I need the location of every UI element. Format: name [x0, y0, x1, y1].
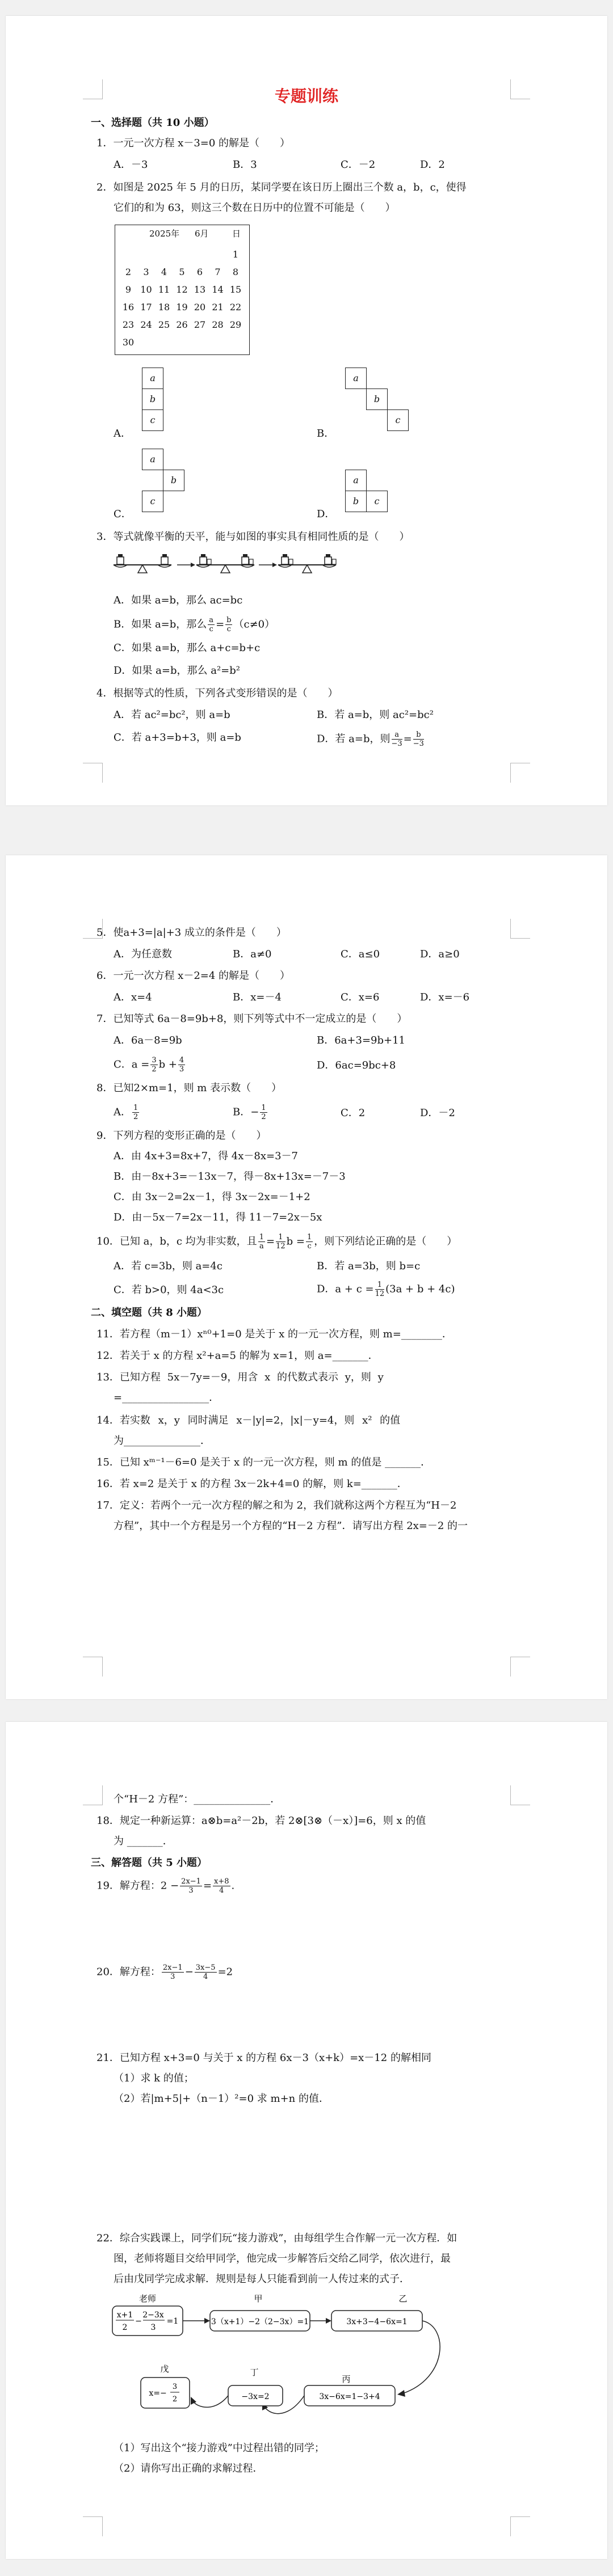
question-text: 20．解方程：: [96, 1966, 161, 1978]
crop-mark: [83, 1657, 103, 1676]
label-bing: 丙: [342, 2374, 351, 2384]
section-heading: 一、选择题（共 10 小题）: [91, 117, 215, 129]
option-b: B．6a+3=9b+11: [317, 1034, 405, 1046]
page-1: [6, 16, 607, 805]
numerator: 2x−1: [181, 1877, 201, 1886]
fraction: [213, 1877, 230, 1895]
condition: （c≠0）: [233, 618, 275, 631]
crop-mark: [510, 1657, 530, 1676]
minus-sign: −: [184, 1966, 194, 1978]
denominator: 4: [219, 1886, 224, 1895]
equals-one: =1: [166, 2317, 179, 2326]
option-b: B．x=－4: [233, 991, 282, 1003]
option-d: [317, 730, 425, 748]
option-d: D．x=－6: [420, 991, 470, 1003]
calendar-day: 12: [176, 284, 188, 295]
fraction: [132, 1104, 139, 1121]
question-2: 2．如图是 2025 年 5 月的日历，某同学要在该日历上圈出三个数 a，b，c，使得: [96, 181, 467, 193]
option-d: D．如果 a=b，那么 a²=b²: [114, 665, 240, 677]
option-b: B．: [317, 428, 335, 440]
fraction: [150, 1056, 157, 1074]
numerator: 2x−1: [162, 1963, 183, 1972]
numerator: x+1: [116, 2311, 133, 2320]
option-c: C．若 a+3=b+3，则 a=b: [114, 732, 241, 744]
calendar-day-label: 日: [232, 229, 241, 239]
denominator: 12: [276, 1242, 285, 1251]
option-c: C．若 b>0，则 4a<3c: [114, 1284, 224, 1296]
calendar-day: 9: [125, 284, 132, 295]
denominator: 2: [122, 2323, 128, 2332]
option-a: A．若 c=3b，则 a=4c: [114, 1260, 222, 1272]
denominator: −3: [391, 740, 402, 748]
equals-sign: =: [266, 1235, 275, 1248]
option-d: D．由－5x－7=2x－11，得 11－7=2x－5x: [114, 1211, 322, 1223]
option-b: B．若 a=3b，则 b=c: [317, 1260, 421, 1272]
cell-b: b: [345, 491, 367, 512]
crop-mark: [510, 2516, 530, 2536]
denominator: 2: [152, 1065, 157, 1074]
page-title: 专题训练: [274, 87, 338, 105]
calendar-day: 21: [212, 302, 224, 313]
question-14: 14．若实数 x，y 同时满足 x－|y|=2，|x|－y=4，则 x² 的值: [96, 1414, 401, 1426]
question-22-cont: 图，老师将题目交给甲同学，他完成一步解答后交给乙同学，依次进行，最: [114, 2253, 451, 2265]
calendar-day: 24: [140, 319, 152, 330]
denominator: 3: [150, 2323, 156, 2332]
expression: =2: [217, 1966, 233, 1978]
numerator: 4: [179, 1056, 184, 1065]
option-c: C．: [114, 508, 132, 520]
fraction: [306, 1233, 313, 1251]
option-d: D．: [317, 508, 335, 520]
wu-expression: x=−: [149, 2389, 167, 2398]
label-yi: 乙: [398, 2294, 408, 2304]
question-5: 5．使a+3=|a|+3 成立的条件是（ ）: [96, 927, 287, 939]
fraction: [413, 730, 424, 748]
question-17: 17．定义：若两个一元一次方程的解之和为 2，我们就称这两个方程互为“H－2: [96, 1500, 457, 1511]
question-text: ，则下列结论正确的是（ ）: [314, 1235, 457, 1248]
calendar-day: 20: [194, 302, 206, 313]
question-22-part-1: （1）写出这个“接力游戏”中过程出错的同学；: [114, 2442, 325, 2454]
option-a: A．若 ac²=bc²，则 a=b: [114, 709, 230, 721]
question-21-part-1: （1）求 k 的值；: [114, 2072, 194, 2084]
option-a: A．6a－8=9b: [114, 1034, 182, 1046]
numerator: 3x−5: [195, 1963, 216, 1972]
cell-a: a: [345, 470, 367, 491]
question-9: 9．下列方程的变形正确的是（ ）: [96, 1130, 267, 1142]
option-b: [233, 1104, 268, 1121]
fraction: [375, 1281, 385, 1298]
question-18-cont: 为 _______．: [114, 1835, 173, 1847]
option-c: C．a≤0: [341, 948, 380, 960]
balance-scale: [196, 554, 254, 573]
calendar-day: 4: [161, 267, 167, 277]
option-label: A．: [114, 1106, 131, 1118]
balance-scales-figure: [106, 549, 344, 585]
balance-scale: [278, 554, 336, 573]
question-13-cont: =_________________．: [114, 1392, 220, 1404]
calendar-day: 28: [212, 319, 224, 330]
fraction: [225, 616, 232, 634]
numerator: 3: [152, 1056, 157, 1065]
calendar-day: 30: [122, 337, 135, 348]
expression: b =: [286, 1235, 305, 1248]
section-heading: 二、填空题（共 8 小题）: [91, 1307, 208, 1319]
relay-diagram: [108, 2292, 460, 2429]
calendar-day: 7: [215, 267, 221, 277]
option-c: C．－2: [341, 159, 376, 171]
calendar-day: 29: [229, 319, 242, 330]
numerator: a: [209, 616, 214, 624]
option-c: [114, 1056, 186, 1074]
numerator: b: [413, 730, 424, 740]
option-d-text: D．a + c =: [317, 1283, 374, 1295]
calendar: [115, 225, 250, 355]
calendar-day: 16: [122, 302, 135, 313]
calendar-day: 8: [232, 267, 239, 277]
crop-mark: [510, 763, 530, 783]
question-8: 8．已知2×m=1，则 m 表示数（ ）: [96, 1082, 282, 1094]
denominator: a: [259, 1242, 264, 1251]
denominator: c: [226, 625, 231, 634]
calendar-day: 2: [125, 267, 132, 277]
calendar-day: 17: [140, 302, 152, 313]
section-heading: 三、解答题（共 5 小题）: [91, 1857, 208, 1869]
option-a: A．如果 a=b，那么 ac=bc: [114, 594, 243, 606]
question-17-end: 个“H－2 方程”：_______________．: [114, 1793, 281, 1805]
numerator: 1: [259, 1233, 264, 1241]
option-b: B．a≠0: [233, 948, 272, 960]
calendar-day: 3: [143, 267, 149, 277]
calendar-day: 11: [158, 284, 170, 295]
question-22-cont: 后由戊同学完成求解．规则是每人只能看到前一人传过来的式子．: [114, 2273, 410, 2285]
fraction: [276, 1233, 285, 1251]
question-text: 19．解方程：2 −: [96, 1880, 179, 1892]
question-22-part-2: （2）请你写出正确的求解过程．: [114, 2463, 263, 2474]
option-d: D．2: [420, 159, 445, 171]
denominator: 3: [170, 1973, 175, 1981]
cell-a: a: [142, 449, 163, 470]
option-a: A．为任意数: [114, 948, 172, 960]
fraction: [195, 1963, 217, 1981]
calendar-day: 18: [158, 302, 170, 313]
ding-expression: −3x=2: [241, 2392, 270, 2401]
numerator: 3: [172, 2383, 178, 2391]
calendar-day: 13: [194, 284, 206, 295]
fraction: [392, 730, 402, 748]
option-b: B．3: [233, 159, 257, 171]
label-ding: 丁: [250, 2367, 259, 2377]
numerator: 1: [261, 1104, 266, 1112]
option-b: [114, 616, 275, 634]
option-a: A．－3: [114, 159, 148, 171]
option-b: B．由－8x+3=－13x－7，得－8x+13x=－7－3: [114, 1171, 346, 1183]
question-7: 7．已知等式 6a－8=9b+8，则下列等式中不一定成立的是（ ）: [96, 1013, 408, 1025]
cell-c: c: [142, 491, 163, 512]
fraction: [260, 1104, 267, 1121]
crop-mark: [83, 763, 103, 783]
option-a: A．由 4x+3=8x+7，得 4x－8x=3－7: [114, 1150, 298, 1162]
numerator: a: [392, 730, 402, 740]
question-20: [96, 1963, 233, 1981]
crop-mark: [510, 919, 530, 939]
page-3: [6, 1722, 607, 2559]
numerator: b: [226, 616, 232, 624]
question-21: 21．已知方程 x+3=0 与关于 x 的方程 6x－3（x+k）=x－12 的解相同: [96, 2052, 431, 2064]
option-c: C．由 3x－2=2x－1，得 3x－2x=－1+2: [114, 1191, 310, 1203]
crop-mark: [83, 1785, 103, 1805]
calendar-month: 6月: [195, 229, 209, 239]
calendar-day: 27: [194, 319, 206, 330]
question-19: [96, 1877, 234, 1895]
option-c: C．2: [341, 1107, 366, 1119]
option-d: D．6ac=9bc+8: [317, 1059, 396, 1071]
calendar-day: 5: [179, 267, 185, 277]
question-3: 3．等式就像平衡的天平，能与如图的事实具有相同性质的是（ ）: [96, 531, 410, 543]
question-12: 12．若关于 x 的方程 x²+a=5 的解为 x=1，则 a=_______．: [96, 1350, 379, 1362]
cell-a: a: [345, 368, 367, 389]
fraction: [162, 1963, 184, 1981]
denominator: 3: [179, 1065, 184, 1074]
denominator: 2: [172, 2395, 178, 2404]
label-teacher: 老师: [138, 2294, 157, 2304]
cell-c: c: [387, 409, 409, 431]
calendar-year: 2025年: [149, 229, 180, 239]
expression: (3a + b + 4c): [385, 1283, 455, 1295]
bing-expression: 3x−6x=1−3+4: [319, 2392, 380, 2401]
fraction: [180, 1877, 202, 1895]
question-13: 13．已知方程 5x－7y=－9，用含 x 的代数式表示 y，则 y: [96, 1371, 384, 1383]
question-14-cont: 为_______________．: [114, 1435, 211, 1447]
denominator: 2: [133, 1113, 138, 1121]
fraction: [178, 1056, 185, 1074]
option-a: A．x=4: [114, 991, 152, 1003]
expression: b +: [158, 1058, 177, 1071]
calendar-day: 23: [122, 319, 135, 330]
calendar-day: 25: [158, 319, 170, 330]
equals-sign: =: [216, 618, 225, 631]
numerator: 1: [133, 1104, 138, 1112]
equals-sign: =: [403, 733, 412, 745]
page-2: [6, 855, 607, 1699]
crop-mark: [83, 2516, 103, 2536]
option-c-text: C．a =: [114, 1058, 150, 1071]
jia-expression: 3（x+1）−2（2−3x）=1: [211, 2317, 309, 2326]
calendar-day: 6: [196, 267, 203, 277]
denominator: 3: [188, 1886, 194, 1895]
option-label: B．−: [233, 1106, 259, 1118]
calendar-day: 19: [176, 302, 188, 313]
option-b: B．若 a=b，则 ac²=bc²: [317, 709, 434, 721]
label-jia: 甲: [254, 2294, 263, 2304]
option-d: D．－2: [420, 1107, 455, 1119]
calendar-day: 15: [229, 284, 242, 295]
calendar-header: [115, 227, 249, 241]
calendar-day: 1: [232, 249, 239, 260]
calendar-day: 26: [176, 319, 188, 330]
cell-b: b: [366, 388, 388, 410]
equals-sign: =: [203, 1880, 212, 1892]
fraction: [208, 616, 215, 634]
calendar-day: 14: [212, 284, 224, 295]
question-4: 4．根据等式的性质，下列各式变形错误的是（ ）: [96, 687, 338, 699]
question-16: 16．若 x=2 是关于 x 的方程 3x－2k+4=0 的解，则 k=_______．: [96, 1478, 408, 1490]
denominator: −3: [413, 740, 424, 748]
question-15: 15．已知 xᵐ⁻¹－6=0 是关于 x 的一元一次方程，则 m 的值是 _______．: [96, 1456, 431, 1468]
crop-mark: [510, 1785, 530, 1805]
period: .: [231, 1880, 235, 1892]
option-b-text: B．如果 a=b，那么: [114, 618, 207, 631]
calendar-day: 22: [229, 302, 242, 313]
fraction: [258, 1233, 265, 1251]
option-c: C．x=6: [341, 991, 380, 1003]
question-10: [96, 1233, 457, 1251]
label-wu: 戊: [160, 2364, 169, 2374]
question-2-cont: 它们的和为 63，则这三个数在日历中的位置不可能是（ ）: [114, 202, 396, 214]
question-17-cont: 方程”，其中一个方程是另一个方程的“H－2 方程”．请写出方程 2x=－2 的一: [114, 1520, 468, 1532]
cell-b: b: [163, 470, 184, 491]
calendar-day: 10: [140, 284, 152, 295]
cell-b: b: [142, 388, 163, 410]
question-11: 11．若方程（m－1）xⁿ⁰+1=0 是关于 x 的一元一次方程，则 m=________．: [96, 1328, 452, 1340]
option-d: [317, 1281, 455, 1298]
numerator: 1: [276, 1233, 285, 1242]
numerator: 1: [375, 1281, 385, 1290]
numerator: 2−3x: [142, 2311, 164, 2320]
yi-expression: 3x+3−4−6x=1: [346, 2317, 408, 2326]
question-text: 10．已知 a，b，c 均为非实数，且: [96, 1235, 257, 1248]
denominator: 4: [203, 1973, 208, 1981]
minus-sign: −: [135, 2317, 142, 2326]
denominator: c: [307, 1242, 312, 1251]
question-22: 22．综合实践课上，同学们玩“接力游戏”，由每组学生合作解一元一次方程．如: [96, 2232, 457, 2244]
question-1: 1．一元一次方程 x－3=0 的解是（ ）: [96, 137, 291, 149]
option-d: D．a≥0: [420, 948, 460, 960]
cell-c: c: [142, 409, 163, 431]
option-a: [114, 1104, 140, 1121]
denominator: c: [209, 625, 213, 634]
question-21-part-2: （2）若|m+5|+（n－1）²=0 求 m+n 的值．: [114, 2093, 329, 2105]
option-c: C．如果 a=b，那么 a+c=b+c: [114, 642, 261, 654]
numerator: 1: [306, 1233, 312, 1241]
numerator: x+8: [214, 1877, 229, 1886]
denominator: 12: [375, 1290, 385, 1298]
denominator: 2: [261, 1113, 266, 1121]
cell-c: c: [366, 491, 388, 512]
option-d-text: D．若 a=b，则: [317, 733, 391, 745]
question-6: 6．一元一次方程 x－2=4 的解是（ ）: [96, 970, 291, 982]
cell-a: a: [142, 368, 163, 389]
balance-scale: [114, 554, 171, 573]
option-a: A．: [114, 428, 131, 440]
question-18: 18．规定一种新运算：a⊗b=a²－2b，若 2⊗[3⊗（－x）]=6，则 x 的值: [96, 1815, 426, 1827]
